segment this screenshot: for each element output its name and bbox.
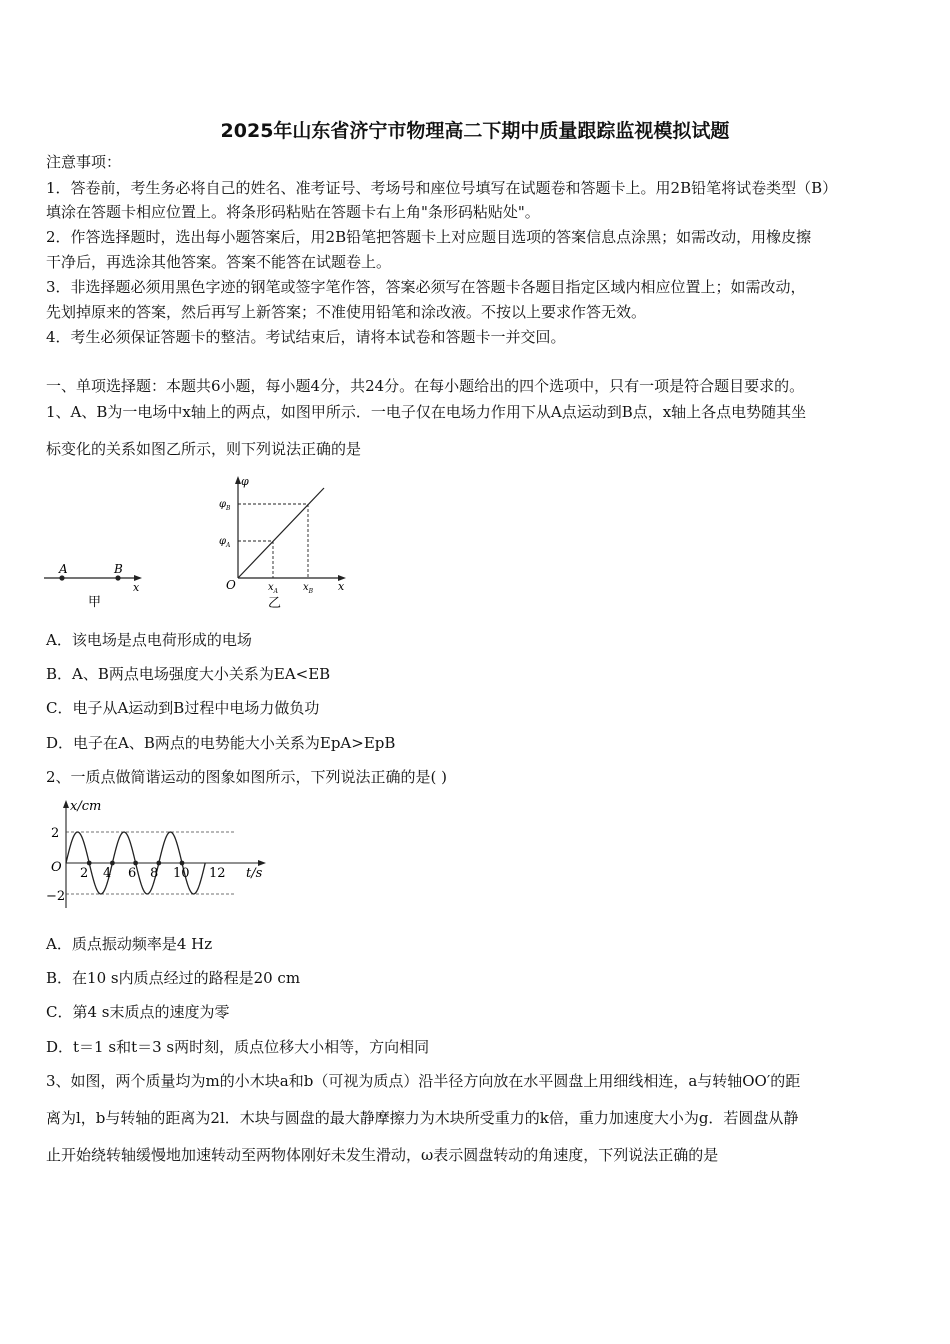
- q2-option-c: C．第4 s末质点的速度为零: [46, 1003, 230, 1021]
- page-title: 2025年山东省济宁市物理高二下期中质量跟踪监视模拟试题: [220, 120, 730, 142]
- notice-line: 1．答卷前，考生务必将自己的姓名、准考证号、考场号和座位号填写在试题卷和答题卡上。用2B铅笔将试卷类型（B）: [46, 179, 838, 197]
- point-b: [115, 575, 120, 580]
- notice-line: 干净后，再选涂其他答案。答案不能答在试题卷上。: [46, 253, 392, 271]
- tick-label: 8: [150, 866, 159, 881]
- q1-option-b: B．A、B两点电场强度大小关系为EA<EB: [46, 665, 331, 683]
- question-3-stem-cont: 离为l，b与转轴的距离为2l．木块与圆盘的最大静摩擦力为木块所受重力的k倍，重力加速度大小为g．若圆盘从静: [46, 1109, 799, 1127]
- q1-option-d: D．电子在A、B两点的电势能大小关系为EpA>EpB: [46, 734, 396, 752]
- tick-label: 12: [209, 866, 226, 881]
- q2-option-d: D．t＝1 s和t＝3 s两时刻，质点位移大小相等，方向相同: [46, 1038, 430, 1056]
- label-ylabel: x/cm: [70, 799, 102, 814]
- zero-point: [87, 861, 92, 866]
- label-xB: $x_B$: [303, 582, 314, 595]
- q1-option-a: A．该电场是点电荷形成的电场: [46, 631, 252, 649]
- notice-line: 2．作答选择题时，选出每小题答案后，用2B铅笔把答题卡上对应题目选项的答案信息点涂黑；如需改动，用橡皮擦: [46, 228, 812, 246]
- phi-line: [238, 488, 324, 578]
- tick-label: 6: [128, 866, 137, 881]
- caption-yi: 乙: [268, 596, 282, 611]
- section-heading: 一、单项选择题：本题共6小题，每小题4分，共24分。在每小题给出的四个选项中，只有一项是符合题目要求的。: [46, 377, 805, 395]
- zero-point: [156, 861, 161, 866]
- figure-shm: [44, 796, 274, 914]
- label-origin: O: [51, 860, 62, 875]
- label-phi: φ: [241, 475, 249, 488]
- zero-point: [180, 861, 185, 866]
- label-ytop: 2: [51, 826, 60, 841]
- question-2-stem: 2、一质点做简谐运动的图象如图所示，下列说法正确的是( ): [46, 768, 448, 786]
- q2-option-a: A．质点振动频率是4 Hz: [46, 935, 213, 953]
- question-1-stem: 1、A、B为一电场中x轴上的两点，如图甲所示．一电子仅在电场力作用下从A点运动到B点，x轴上各点电势随其坐: [46, 403, 807, 421]
- notice-line: 填涂在答题卡相应位置上。将条形码粘贴在答题卡右上角"条形码粘贴处"。: [46, 203, 540, 221]
- question-3-stem: 3、如图，两个质量均为m的小木块a和b（可视为质点）沿半径方向放在水平圆盘上用细线相连，a与转轴OO′的距: [46, 1072, 801, 1090]
- label-xlabel: t/s: [246, 866, 263, 881]
- tick-label: 2: [80, 866, 89, 881]
- label-xA: $x_A$: [268, 582, 278, 595]
- q2-option-b: B．在10 s内质点经过的路程是20 cm: [46, 969, 301, 987]
- question-1-stem-cont: 标变化的关系如图乙所示，则下列说法正确的是: [46, 440, 362, 458]
- zero-point: [110, 861, 115, 866]
- label-phiB: $\varphi_B$: [219, 499, 231, 512]
- zero-point: [133, 861, 138, 866]
- tick-label: 4: [103, 866, 112, 881]
- point-a: [59, 575, 64, 580]
- notice-heading: 注意事项：: [46, 153, 122, 171]
- q1-option-c: C．电子从A运动到B过程中电场力做负功: [46, 699, 320, 717]
- y-axis-arrow: [63, 800, 69, 808]
- notice-line: 先划掉原来的答案，然后再写上新答案；不准使用铅笔和涂改液。不按以上要求作答无效。: [46, 303, 647, 321]
- figure-yi: [210, 470, 355, 615]
- notice-line: 3．非选择题必须用黑色字迹的钢笔或签字笔作答，答案必须写在答题卡各题目指定区域内相应位置上；如需改动，: [46, 278, 806, 296]
- notice-line: 4．考生必须保证答题卡的整洁。考试结束后，请将本试卷和答题卡一并交回。: [46, 328, 566, 346]
- label-origin: O: [226, 578, 236, 592]
- label-phiA: $\varphi_A$: [219, 536, 231, 549]
- label-x: x: [133, 581, 140, 594]
- label-ybottom: −2: [46, 889, 66, 904]
- label-b: B: [114, 562, 123, 576]
- label-x: x: [338, 580, 345, 593]
- label-a: A: [59, 562, 68, 576]
- figure-jia: [40, 556, 150, 612]
- tick-label: 10: [173, 866, 190, 881]
- question-3-stem-cont: 止开始绕转轴缓慢地加速转动至两物体刚好未发生滑动，ω表示圆盘转动的角速度，下列说法正确的是: [46, 1146, 719, 1164]
- caption-jia: 甲: [88, 595, 102, 610]
